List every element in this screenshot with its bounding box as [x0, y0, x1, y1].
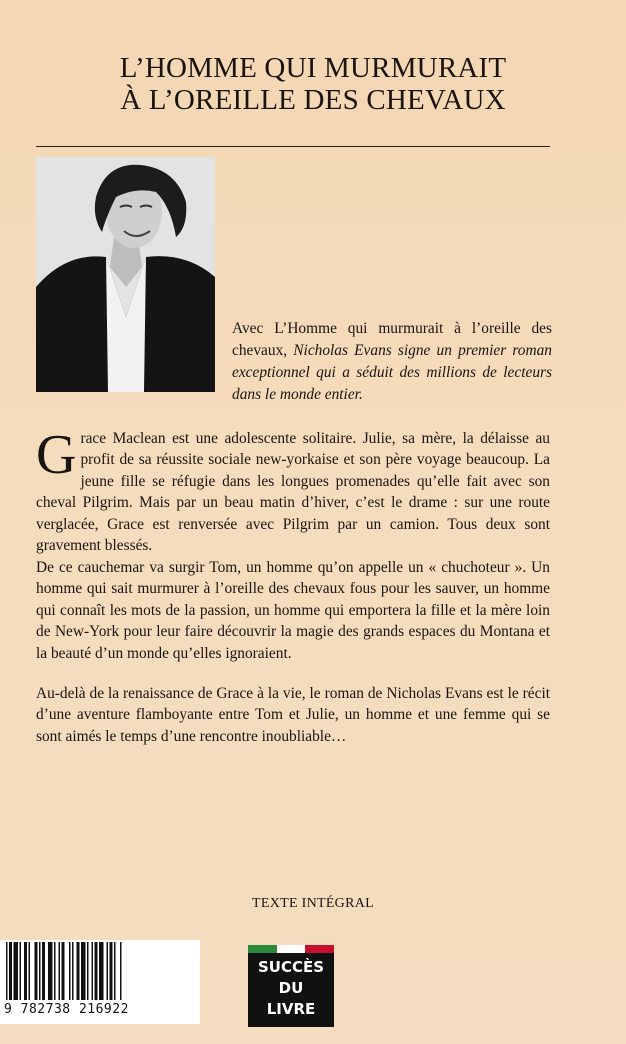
barcode-bar — [77, 942, 80, 1000]
barcode-bar — [59, 942, 61, 1000]
barcode-bar — [35, 942, 38, 1000]
barcode-bar — [9, 942, 12, 1000]
barcode-bars — [2, 940, 198, 1002]
synopsis-paragraph-3: Au-delà de la renaissance de Grace à la vie, le roman de Nicholas Evans est le récit d’une aventure flamboyante entre Tom et Julie, un homme et une femme qui se sont aimés le temps d’une rencontre inoubliable… — [36, 685, 550, 745]
author-photo — [36, 157, 215, 392]
barcode-bar — [81, 942, 86, 1000]
publisher-logo — [248, 945, 334, 1027]
barcode-bar — [114, 942, 116, 1000]
barcode-bar — [24, 942, 27, 1000]
logo-line-2: DU — [278, 979, 304, 997]
barcode-bar — [48, 942, 53, 1000]
barcode-bar — [29, 942, 31, 1000]
barcode-bar — [69, 942, 71, 1000]
barcode-bar — [6, 942, 8, 1000]
barcode-bar — [110, 942, 113, 1000]
logo-text — [248, 957, 334, 1020]
title-divider — [36, 146, 550, 147]
drop-cap: G — [36, 424, 77, 486]
intro-lead: Avec L’Homme qui murmurait à l’oreille des chevaux, — [232, 320, 552, 359]
title-line-1: L’HOMME QUI MURMURAIT — [119, 52, 507, 84]
barcode-bar — [72, 942, 74, 1000]
barcode-bar — [39, 942, 41, 1000]
synopsis-paragraph-1 — [36, 424, 550, 556]
isbn-number: 9 782738 216922 — [4, 1002, 129, 1017]
barcode-bar — [99, 942, 104, 1000]
integral-text-label: TEXTE INTÉGRAL — [251, 896, 374, 911]
barcode-bar — [95, 942, 98, 1000]
synopsis-paragraph-2: De ce cauchemar va surgir Tom, un homme qu’on appelle un « chuchoteur ». Un homme qui sait murmurer à l’oreille des chevaux fous pour les sauver, un homme qui connaît les mots de la passion, un homme qui emportera la fille et la mère loin de New-York pour leur faire découvrir la magie des grands espaces du Montana et la beauté d’un monde qu’elles ignoraient. — [36, 559, 550, 662]
barcode-bar — [14, 942, 19, 1000]
barcode-bar — [20, 942, 22, 1000]
barcode-bar — [120, 942, 122, 1000]
barcode-bar — [87, 942, 89, 1000]
barcode-bar — [62, 942, 65, 1000]
logo-color-stripe — [248, 945, 334, 953]
intro-italic: Nicholas Evans signe un premier roman exceptionnel qui a séduit des millions de lecteurs dans le monde entier. — [232, 342, 552, 403]
logo-line-3: LIVRE — [266, 1000, 316, 1018]
book-title — [0, 52, 626, 116]
barcode-bar — [42, 942, 45, 1000]
intro-blurb — [232, 318, 552, 406]
logo-line-1: SUCCÈS — [257, 958, 325, 976]
barcode-bar — [54, 942, 56, 1000]
barcode-bar — [92, 942, 94, 1000]
paragraph-1-text: race Maclean est une adolescente solitaire. Julie, sa mère, la délaisse au profit de sa réussite sociale new-yorkaise et son père voyage beaucoup. La jeune fille se réfugie dans les longues promenades qu’elle fait avec son cheval Pilgrim. Mais par un beau matin d’hiver, c’est le drame : sur une route verglacée, Grace est renversée avec Pilgrim par un camion. Tous deux sont gravement blessés. — [36, 430, 550, 555]
title-line-2: À L’OREILLE DES CHEVAUX — [120, 84, 506, 116]
author-portrait-illustration — [36, 157, 215, 392]
barcode-bar — [107, 942, 109, 1000]
